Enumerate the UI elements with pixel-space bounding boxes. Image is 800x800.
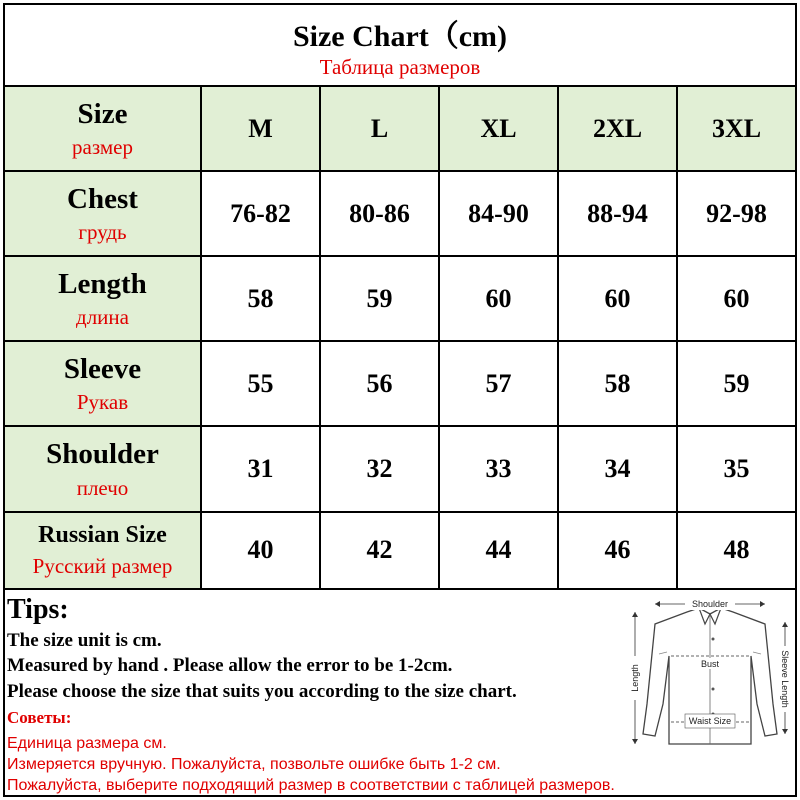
size-column-header: 2XL bbox=[558, 86, 677, 171]
tip-line-en: Measured by hand . Please allow the error to be 1-2cm. bbox=[7, 655, 453, 676]
table-cell: 80-86 bbox=[320, 171, 439, 256]
table-cell: 59 bbox=[320, 256, 439, 341]
chart-header bbox=[3, 3, 797, 85]
bust-label: Bust bbox=[700, 659, 720, 669]
row-label-en: Russian Size bbox=[38, 522, 167, 549]
row-label-en: Shoulder bbox=[46, 438, 159, 471]
size-table bbox=[3, 85, 797, 590]
table-cell: 31 bbox=[201, 426, 320, 511]
table-cell: 56 bbox=[320, 341, 439, 426]
table-row-chest bbox=[4, 171, 796, 256]
tip-line-ru: Пожалуйста, выберите подходящий размер в соответствии с таблицей размеров. bbox=[7, 777, 615, 794]
row-label bbox=[4, 171, 201, 256]
tip-line-ru: Единица размера см. bbox=[7, 735, 167, 752]
table-cell: 34 bbox=[558, 426, 677, 511]
table-cell: 84-90 bbox=[439, 171, 558, 256]
size-header-label bbox=[4, 86, 201, 171]
row-label-ru: грудь bbox=[78, 220, 127, 245]
table-row-shoulder bbox=[4, 426, 796, 511]
shoulder-label: Shoulder bbox=[691, 599, 729, 609]
row-label bbox=[4, 256, 201, 341]
tip-line-ru: Измеряется вручную. Пожалуйста, позвольте ошибке быть 1-2 см. bbox=[7, 756, 501, 773]
table-cell: 46 bbox=[558, 512, 677, 589]
table-row-length bbox=[4, 256, 796, 341]
table-cell: 92-98 bbox=[677, 171, 796, 256]
table-cell: 57 bbox=[439, 341, 558, 426]
size-label-en: Size bbox=[77, 97, 128, 130]
shirt-measurement-icon bbox=[625, 594, 795, 759]
table-cell: 55 bbox=[201, 341, 320, 426]
row-label-ru: Русский размер bbox=[32, 554, 173, 578]
table-cell: 76-82 bbox=[201, 171, 320, 256]
size-label-ru: размер bbox=[72, 135, 133, 160]
table-cell: 88-94 bbox=[558, 171, 677, 256]
size-column-header: 3XL bbox=[677, 86, 796, 171]
row-label bbox=[4, 512, 201, 589]
row-label-ru: плечо bbox=[76, 475, 129, 500]
row-label-ru: длина bbox=[76, 305, 129, 330]
table-cell: 48 bbox=[677, 512, 796, 589]
row-label bbox=[4, 426, 201, 511]
size-header-row bbox=[4, 86, 796, 171]
size-column-header: XL bbox=[439, 86, 558, 171]
length-label: Length bbox=[630, 664, 640, 692]
chart-subtitle-ru: Таблица размеров bbox=[319, 55, 481, 79]
sleeve-label: Sleeve Length bbox=[780, 650, 790, 708]
row-label-en: Length bbox=[58, 268, 147, 301]
tips-title: Tips: bbox=[7, 594, 69, 625]
table-row-russian-size bbox=[4, 512, 796, 589]
row-label bbox=[4, 341, 201, 426]
table-cell: 58 bbox=[558, 341, 677, 426]
tip-line-en: The size unit is cm. bbox=[7, 630, 162, 651]
row-label-en: Sleeve bbox=[63, 353, 142, 386]
table-cell: 32 bbox=[320, 426, 439, 511]
size-column-header: M bbox=[201, 86, 320, 171]
table-cell: 40 bbox=[201, 512, 320, 589]
table-cell: 60 bbox=[558, 256, 677, 341]
table-cell: 60 bbox=[677, 256, 796, 341]
table-cell: 60 bbox=[439, 256, 558, 341]
table-cell: 44 bbox=[439, 512, 558, 589]
size-column-header: L bbox=[320, 86, 439, 171]
table-cell: 58 bbox=[201, 256, 320, 341]
table-row-sleeve bbox=[4, 341, 796, 426]
table-cell: 59 bbox=[677, 341, 796, 426]
row-label-en: Chest bbox=[67, 182, 138, 215]
table-cell: 42 bbox=[320, 512, 439, 589]
table-cell: 35 bbox=[677, 426, 796, 511]
tips-title-ru: Советы: bbox=[7, 708, 72, 727]
row-label-ru: Рукав bbox=[76, 390, 129, 415]
table-cell: 33 bbox=[439, 426, 558, 511]
tip-line-en: Please choose the size that suits you according to the size chart. bbox=[7, 681, 517, 702]
waist-label: Waist Size bbox=[688, 716, 732, 726]
chart-title: Size Chart（cm) bbox=[292, 20, 508, 53]
